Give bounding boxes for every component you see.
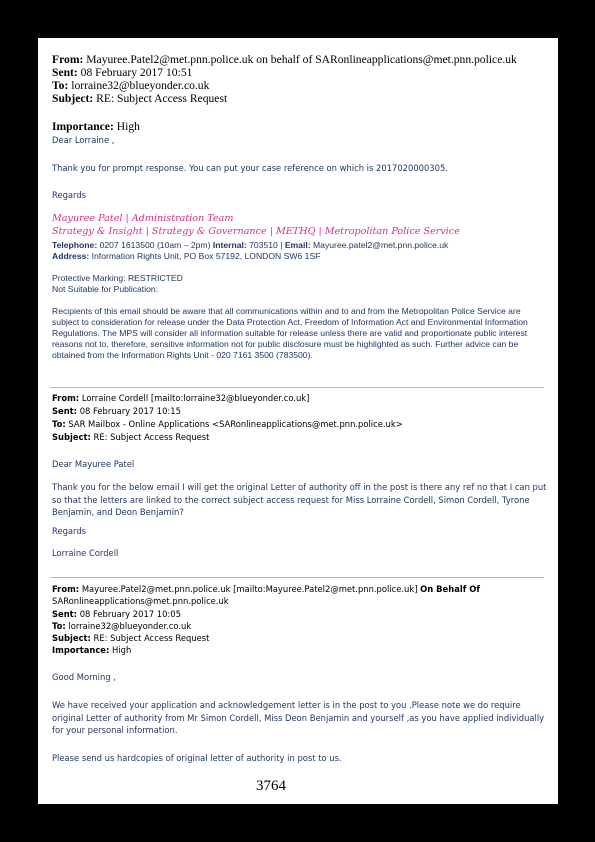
message-divider [50, 577, 544, 578]
disclaimer-text: Recipients of this email should be aware that all communications within and to and from the Metropolitan Police Service are subject to consideration for release under the Data Protection Act, Freedom of Information Act and Environmental Information Regulations. The MPS will consider all information suitable for release unless there are valid and proportionate public interest reasons not to, therefore, sensitive information not for public disclosure must be highlighted as such. Further advice can be obtained from the Information Rights Unit - 020 7161 3500 (783500). [52, 306, 528, 360]
msg3-greeting: Good Morning , [52, 672, 116, 682]
msg3-sent: Sent: 08 February 2017 10:05 [52, 609, 181, 619]
header-from: From: Mayuree.Patel2@met.pnn.police.uk on behalf of SARonlineapplications@met.pnn.police.uk [52, 53, 517, 66]
email-link[interactable]: Mayuree.patel2@met.pnn.police.uk [313, 240, 449, 250]
header-sent: Sent: 08 February 2017 10:51 [52, 66, 193, 79]
signature-address: Address: Information Rights Unit, PO Box 57192, LONDON SW6 1SF [52, 251, 321, 261]
msg3-from: From: Mayuree.Patel2@met.pnn.police.uk [mailto:Mayuree.Patel2@met.pnn.police.uk] On Behalf Of [52, 584, 481, 594]
msg2-subject: Subject: RE: Subject Access Request [52, 432, 210, 442]
msg2-sent: Sent: 08 February 2017 10:15 [52, 406, 181, 416]
header-importance-value: High [116, 120, 140, 133]
msg3-body: We have received your application and acknowledgement letter is in the post to you .Please note we do require original Letter of authority from Mr Simon Cordell, Miss Deon Benjamin and yourself ,as you have applied individually for your personal information. [52, 700, 545, 735]
msg2-from: From: Lorraine Cordell [mailto:lorraine32@blueyonder.co.uk] [52, 393, 310, 403]
msg1-greeting: Dear Lorraine , [52, 135, 115, 145]
msg1-regards: Regards [52, 190, 87, 200]
msg2-signature: Lorraine Cordell [52, 548, 119, 558]
header-sent-value: 08 February 2017 10:51 [80, 66, 193, 79]
msg2-greeting: Dear Mayuree Patel [52, 459, 135, 469]
signature-department: Strategy & Insight | Strategy & Governance | METHQ | Metropolitan Police Service [52, 226, 460, 237]
msg1-body: Thank you for prompt response. You can put your case reference on which is 2017020000305. [52, 163, 448, 173]
publication-note: Not Suitable for Publication: [52, 284, 159, 294]
msg3-importance: Importance: High [52, 645, 132, 655]
protective-marking: Protective Marking: RESTRICTED [52, 273, 183, 283]
header-from-value: Mayuree.Patel2@met.pnn.police.uk on behalf of SARonlineapplications@met.pnn.police.uk [86, 53, 517, 66]
msg2-body: Thank you for the below email I will get the original Letter of authority off in the post is there any ref no that I can put so that the letters are linked to the correct subject access request for Miss Lorraine Cordell, Simon Cordell, Tyrone Benjamin, and Deon Benjamin? [52, 482, 547, 517]
msg2-to: To: SAR Mailbox - Online Applications <SARonlineapplications@met.pnn.police.uk> [52, 419, 403, 429]
document-page [38, 38, 558, 804]
page-number: 3764 [256, 778, 286, 794]
header-subject-value: RE: Subject Access Request [96, 92, 228, 105]
msg2-regards: Regards [52, 526, 87, 536]
header-to-value: lorraine32@blueyonder.co.uk [71, 79, 210, 92]
message-divider [50, 387, 544, 388]
msg3-behalf: SARonlineapplications@met.pnn.police.uk [52, 596, 229, 606]
signature-contact: Telephone: 0207 1613500 (10am – 2pm) Internal: 703510 | Email: Mayuree.patel2@met.pnn.police.uk [52, 240, 449, 250]
msg3-closing: Please send us hardcopies of original letter of authority in post to us. [52, 753, 342, 763]
msg3-subject: Subject: RE: Subject Access Request [52, 633, 210, 643]
signature-name: Mayuree Patel | Administration Team [52, 213, 234, 224]
header-importance: Importance: High [52, 120, 140, 133]
header-to: To: lorraine32@blueyonder.co.uk [52, 79, 210, 92]
header-subject: Subject: RE: Subject Access Request [52, 92, 228, 105]
msg3-to: To: lorraine32@blueyonder.co.uk [52, 621, 192, 631]
